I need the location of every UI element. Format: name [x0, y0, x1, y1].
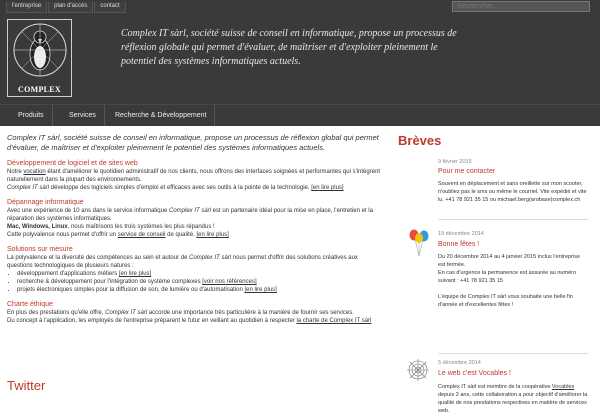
section-dep-p1 [7, 207, 382, 223]
balloons-icon [408, 229, 430, 257]
text: En plus des prestations qu'elle offre, [7, 310, 106, 316]
text: Avec une expérience de 10 ans dans le service informatique [7, 208, 169, 214]
section-title-depannage: Dépannage informatique [7, 199, 84, 206]
intro-text: Complex IT sàrl, société suisse de conseil en informatique, propose un processus de réflexion global qui permet d'évaluer, de maîtriser et d'exploiter pleinement le potentiel des systèmes informatiques actuels. [7, 133, 379, 152]
text: nous permet d'offrir des solutions créatives aux questions technologiques de plusieurs natures : [7, 255, 358, 269]
service-conseil-link[interactable]: service de conseil [117, 232, 166, 238]
vocables-link[interactable]: Vocables [551, 384, 575, 390]
top-links [6, 2, 127, 13]
section-charte-p2 [7, 317, 382, 325]
section-title-dev: Développement de logiciel et de sites web [7, 160, 138, 167]
section-dev-p2 [7, 184, 382, 192]
section-dep-p2 [7, 223, 382, 231]
nav-item-services[interactable]: Services [61, 105, 105, 126]
news-text: Du 20 décembre 2014 au 4 janvier 2015 inclus l'entreprise est fermée. En cas d'urgence la permanence est assurée au numéro suivant : +41 78 921 35 15 L'équipe de Complex IT sàrl vous souhaite une belle fin d'année et d'excellentes fêtes ! [438, 254, 580, 308]
twitter-heading: Twitter [7, 378, 46, 393]
text: développement d'applications métiers [17, 271, 119, 277]
text: depuis 2 ans, cette collaboration a pour objectif d'améliorer la qualité de nos prestations respectives en matière de services web. [438, 392, 588, 414]
news-text [438, 383, 588, 415]
list-item [17, 278, 382, 286]
news-title-contact[interactable]: Pour me contacter [438, 168, 496, 175]
top-link-plan[interactable]: plan d'accès [48, 2, 93, 13]
read-more-link[interactable]: [en lire plus] [118, 271, 152, 277]
vocation-link[interactable]: vocation [23, 169, 46, 175]
section-title-charte: Charte éthique [7, 301, 53, 308]
news-divider [438, 219, 588, 220]
text: accorde une importance très particulière à la manière de fournir ses services. [147, 310, 354, 316]
text: est un partenaire idéal pour la mise en place, l'entretien et la réparation des systèmes informatiques. [7, 208, 373, 222]
section-title-solutions: Solutions sur mesure [7, 246, 73, 253]
penguin-logo-icon [8, 20, 71, 86]
read-more-link[interactable]: [en lire plus] [244, 287, 277, 293]
logo[interactable] [7, 19, 72, 97]
tagline: Complex IT sàrl, société suisse de conseil en informatique, propose un processus de réflexion globale qui permet d'évaluer, de maîtriser et d'exploiter pleinement le potentiel des systèmes informatiques actuels. [121, 28, 457, 67]
news-text: Souvent en déplacement et sans oreillette sur mon scooter, n'oubliez pas le sms ou même le courriel. Vite expédié et vite lu. +41 78 921 35 15 ou michael.berg(arobase)complex.ch [438, 181, 587, 203]
text: étant d'améliorer le quotidien administratif de nos clients, nous offrons des interfaces soignées et performantes qui s'intègrent naturellement dans la plupart des environnements. [7, 169, 381, 183]
text: La polyvalence et la diversité des compétences au sein et autour de [7, 255, 190, 261]
list-item [17, 286, 382, 294]
company-name: Complex IT sàrl [7, 185, 50, 191]
news-date: 5 décembre 2014 [438, 360, 481, 366]
nav-item-produits[interactable]: Produits [10, 105, 53, 126]
solutions-list [7, 270, 382, 294]
main-content [7, 133, 382, 325]
section-dep-p3 [7, 231, 382, 239]
read-more-link[interactable]: [en lire plus] [311, 185, 344, 191]
spider-web-icon [406, 358, 430, 382]
references-link[interactable]: [voir nos références] [202, 279, 257, 285]
text: de qualité. [165, 232, 197, 238]
text: , nous maîtrisons les trois systèmes les plus répandus ! [67, 224, 215, 230]
nav-item-recherche[interactable]: Recherche & Développement [107, 105, 215, 126]
text: Cette polyvalence nous permet d'offrir un [7, 232, 118, 238]
main-nav [0, 104, 600, 126]
logo-text: COMPLEX [18, 85, 61, 94]
text: Complex IT sàrl est membre de la coopérative [438, 384, 552, 390]
read-more-link[interactable]: [en lire plus] [196, 232, 229, 238]
section-dev-p1 [7, 168, 382, 184]
news-divider [438, 353, 588, 354]
text: projets électroniques simples pour la diffusion de son, de lumière ou d'automatisation [17, 287, 245, 293]
os-list: Mac, Windows, Linux [7, 224, 68, 230]
section-sol-p1 [7, 254, 382, 270]
company-name: Complex IT sàrl [105, 310, 148, 316]
list-item [17, 270, 382, 278]
company-name: Complex IT sàrl [189, 255, 232, 261]
sidebar-news [398, 133, 594, 414]
text: recherche & développement pour l'intégration de système complexes [17, 279, 203, 285]
news-date: 9 février 2015 [438, 159, 472, 165]
top-link-contact[interactable]: contact [94, 2, 125, 13]
news-title-fetes[interactable]: Bonne fêtes ! [438, 241, 480, 248]
section-charte-p1 [7, 309, 382, 317]
header [0, 0, 600, 104]
text: développe des logiciels simples d'emploi et efficaces avec ses outils à la pointe de la technologie. [49, 185, 312, 191]
top-link-entreprise[interactable]: l'entreprise [6, 2, 47, 13]
text: Du concept à l'application, les employés de l'entreprise préparent le futur en veillant au quotidien à respecter [7, 318, 297, 324]
charte-link[interactable]: la charte de Complex IT sàrl [296, 318, 372, 324]
news-title-vocables[interactable]: Le web c'est Vocables ! [438, 370, 511, 377]
company-name: Complex IT sàrl [169, 208, 212, 214]
text: Notre [7, 169, 24, 175]
news-date: 19 décembre 2014 [438, 231, 484, 237]
search-input[interactable] [452, 1, 590, 12]
news-heading: Brèves [398, 133, 442, 148]
